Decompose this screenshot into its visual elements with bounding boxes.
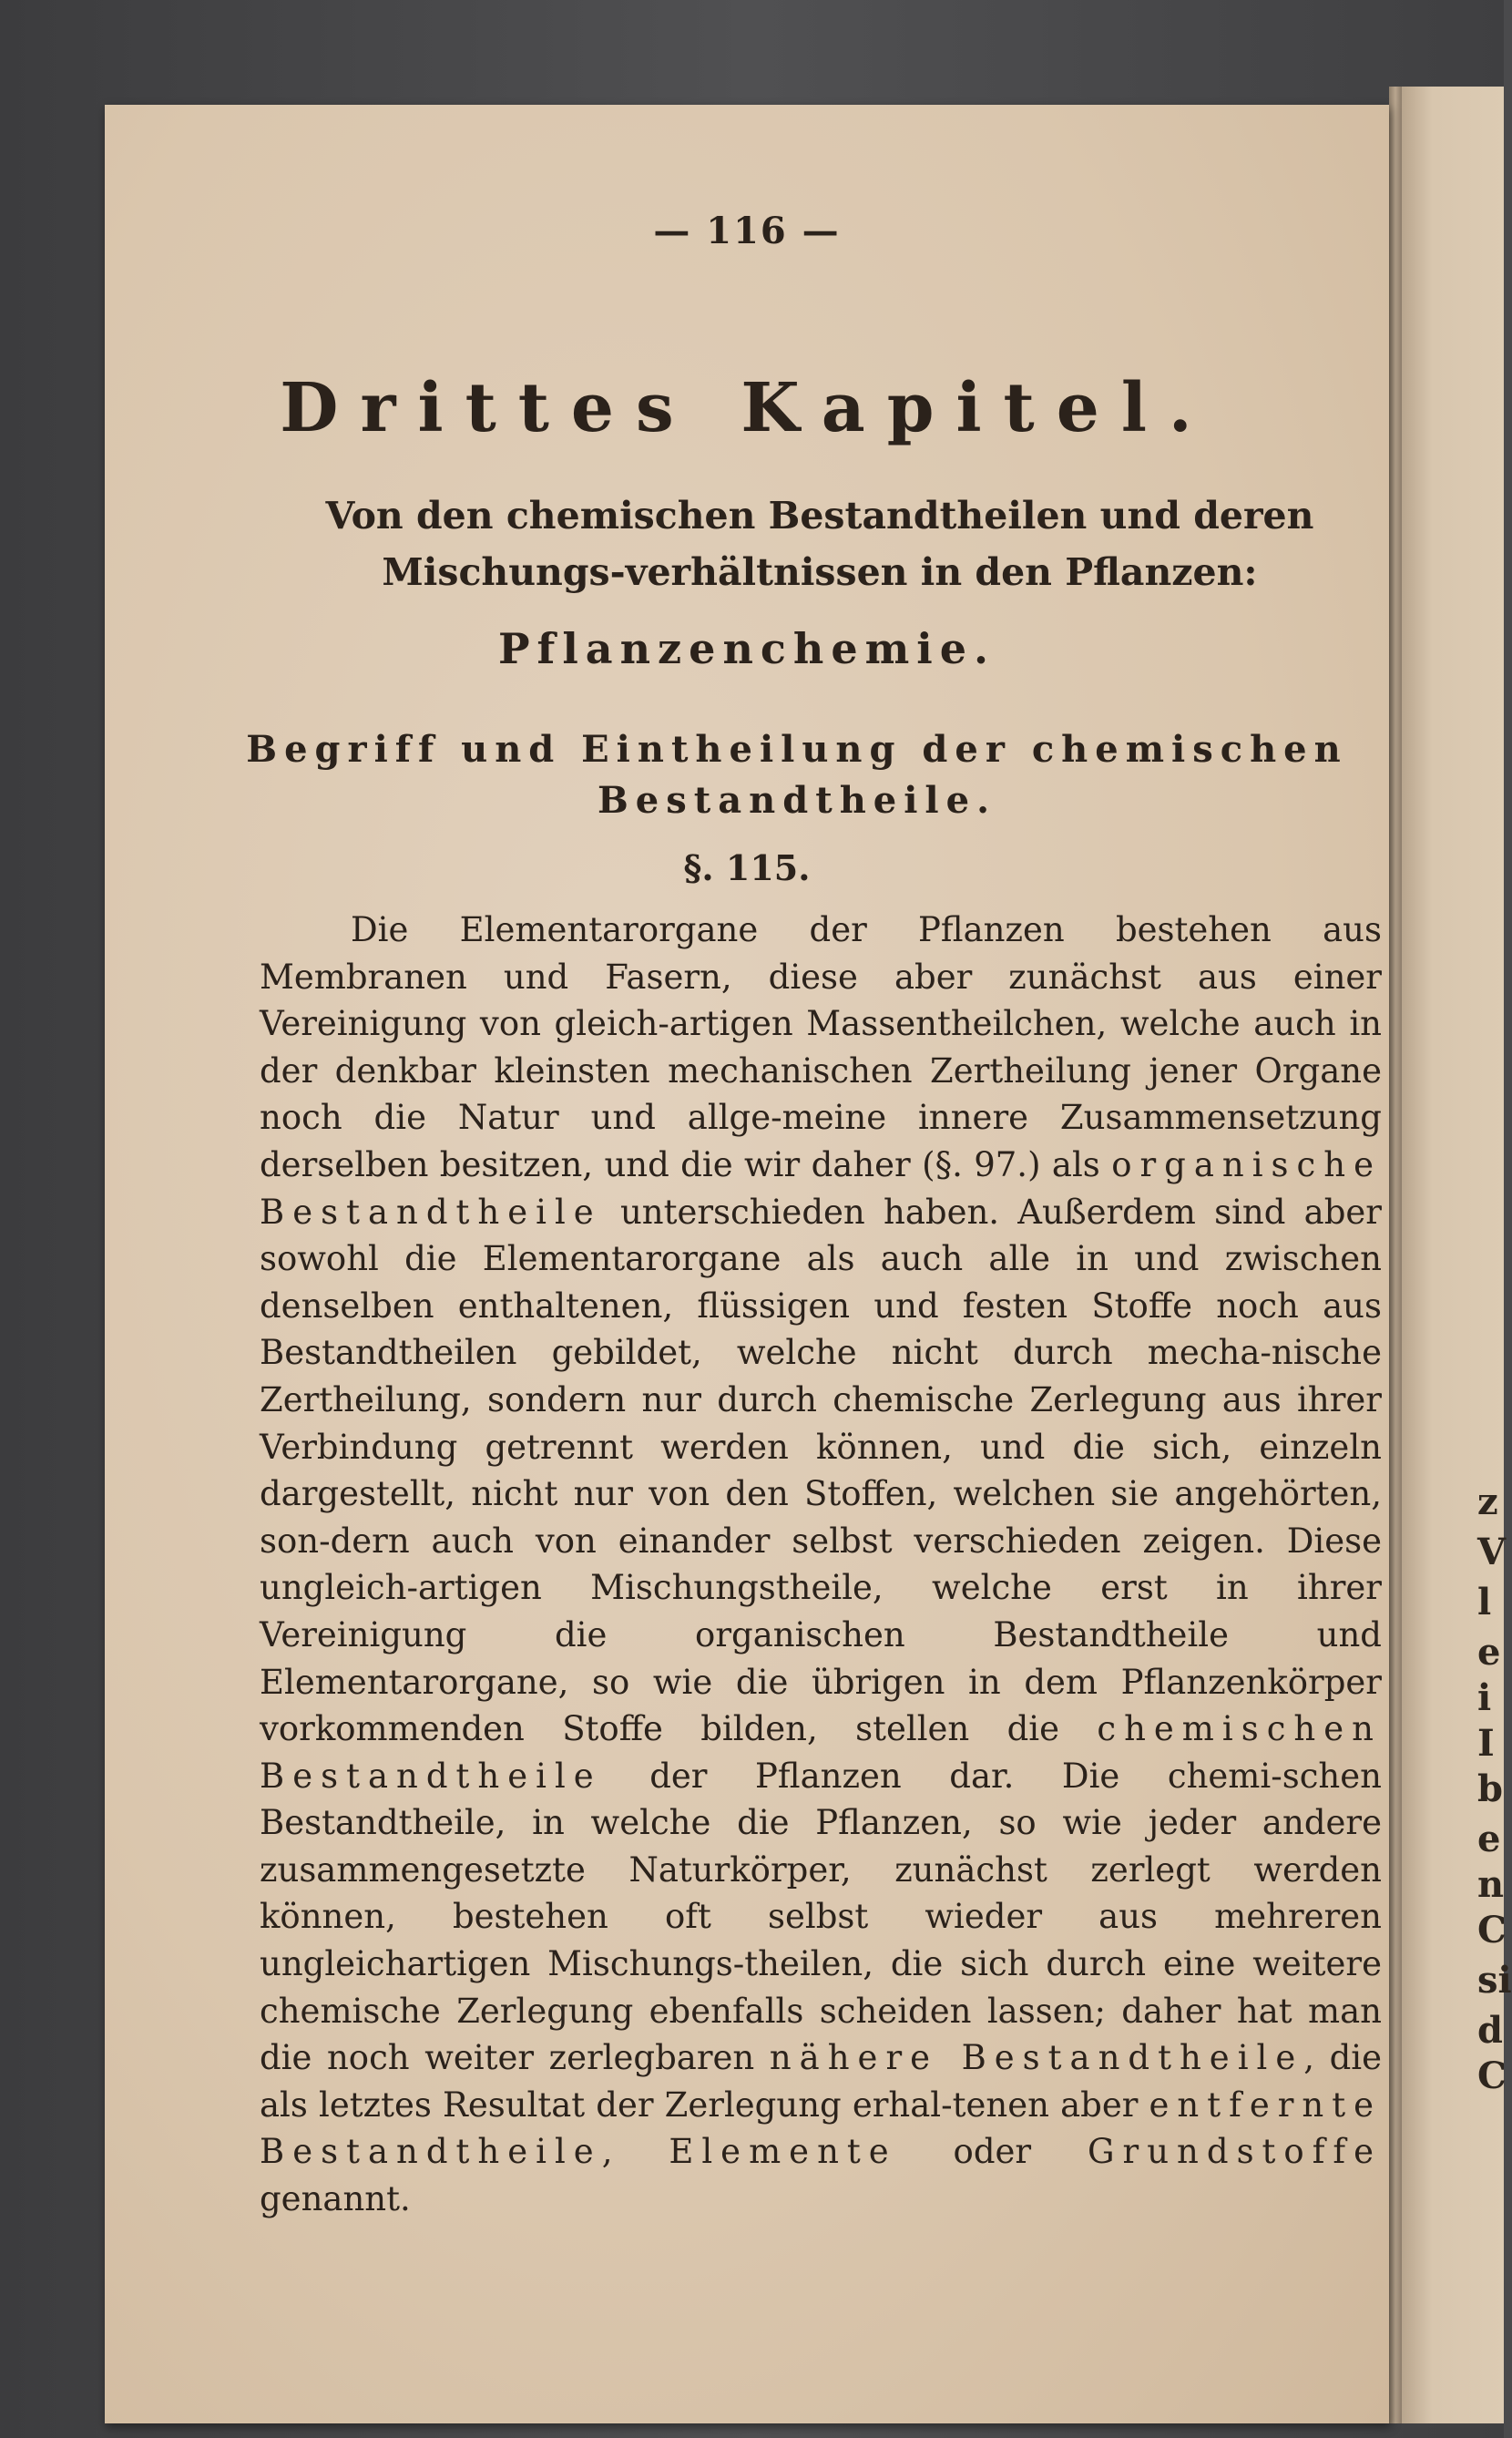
next-page-glyph: e (1477, 1818, 1501, 1860)
emphasis-term: nähere Bestandtheile (769, 2038, 1304, 2078)
emphasis-term: chemischen Bestandtheile (260, 1709, 1382, 1796)
book-gutter (1389, 87, 1402, 2423)
emphasis-term: Grundstoffe (1087, 2132, 1382, 2172)
next-page-glyph: i (1477, 1676, 1492, 1719)
chapter-subtitle: Von den chemischen Bestandtheilen und deren Mischungs-verhältnissen in den Pflanzen: (325, 494, 1314, 594)
chapter-title: Drittes Kapitel. (280, 369, 1214, 447)
emphasis-term: organische Bestandtheile (260, 1144, 1382, 1232)
next-page-glyph: si (1477, 1959, 1512, 2002)
next-page-text-fragment (1468, 0, 1512, 2438)
next-page-glyph: C (1477, 2054, 1507, 2097)
next-page-glyph: C (1477, 1909, 1507, 1951)
book-page (105, 105, 1389, 2423)
body-text: , die als letztes Resultat der Zerlegung erhal-tenen aber (260, 2038, 1383, 2125)
next-page-glyph: d (1477, 2009, 1503, 2052)
paragraph-number: §. 115. (683, 847, 811, 888)
body-text: der Pflanzen dar. Die chemi-schen Bestandtheile, in welche die Pflanzen, so wie jeder andere zusammengesetzte Naturkörper, zunächst zerlegt werden können, bestehen oft selbst wieder aus mehreren ungleichartigen Mischungs-theilen, die sich durch eine weitere chemische Zerlegung ebenfalls scheiden lassen; daher hat man die noch weiter zerlegbaren (260, 1756, 1382, 2078)
subsection-title: Begriff und Eintheilung der chemischen Bestandtheile. (246, 728, 1348, 822)
body-paragraph (260, 907, 1382, 2223)
next-page-glyph: z (1477, 1480, 1498, 1523)
next-page-glyph: I (1477, 1722, 1495, 1765)
body-text: , (601, 2132, 669, 2172)
page-number: — 116 — (653, 210, 841, 252)
body-text: unterschieden haben. Außerdem sind aber sowohl die Elementarorgane als auch alle in und zwischen denselben enthaltenen, flüssigen und festen Stoffe noch aus Bestandtheilen gebildet, welche nicht durch mecha-nische Zertheilung, sondern nur durch chemische Zerlegung aus ihrer Verbindung getrennt werden können, und die sich, einzeln dargestellt, nicht nur von den Stoffen, welchen sie angehörten, son-dern auch von einander selbst verschieden zeigen. Diese ungleich-artigen Mischungstheile, welche erst in ihrer Vereinigung die organischen Bestandtheile und Elementarorgane, so wie die übrigen in dem Pflanzenkörper vorkommenden Stoffe bilden, stellen die (260, 1192, 1382, 1749)
body-text: oder (896, 2132, 1088, 2172)
emphasis-term: Elemente (669, 2132, 897, 2172)
next-page-glyph: l (1477, 1581, 1492, 1624)
section-title: Pflanzenchemie. (497, 624, 996, 673)
next-page-glyph: V (1477, 1531, 1507, 1573)
body-text: Die Elementarorgane der Pflanzen bestehen aus Membranen und Fasern, diese aber zunächst aus einer Vereinigung von gleich-artigen Massentheilchen, welche auch in der denkbar kleinsten mechanischen Zertheilung jener Organe noch die Natur und allge-meine innere Zusammensetzung derselben besitzen, und die wir daher (§. 97.) als (260, 910, 1382, 1184)
next-page-glyph: b (1477, 1767, 1503, 1810)
next-page-glyph: n (1477, 1863, 1505, 1906)
body-text: genannt. (260, 2179, 411, 2219)
next-page-glyph: e (1477, 1631, 1501, 1674)
emphasis-term: entfernte Bestandtheile (260, 2085, 1382, 2172)
